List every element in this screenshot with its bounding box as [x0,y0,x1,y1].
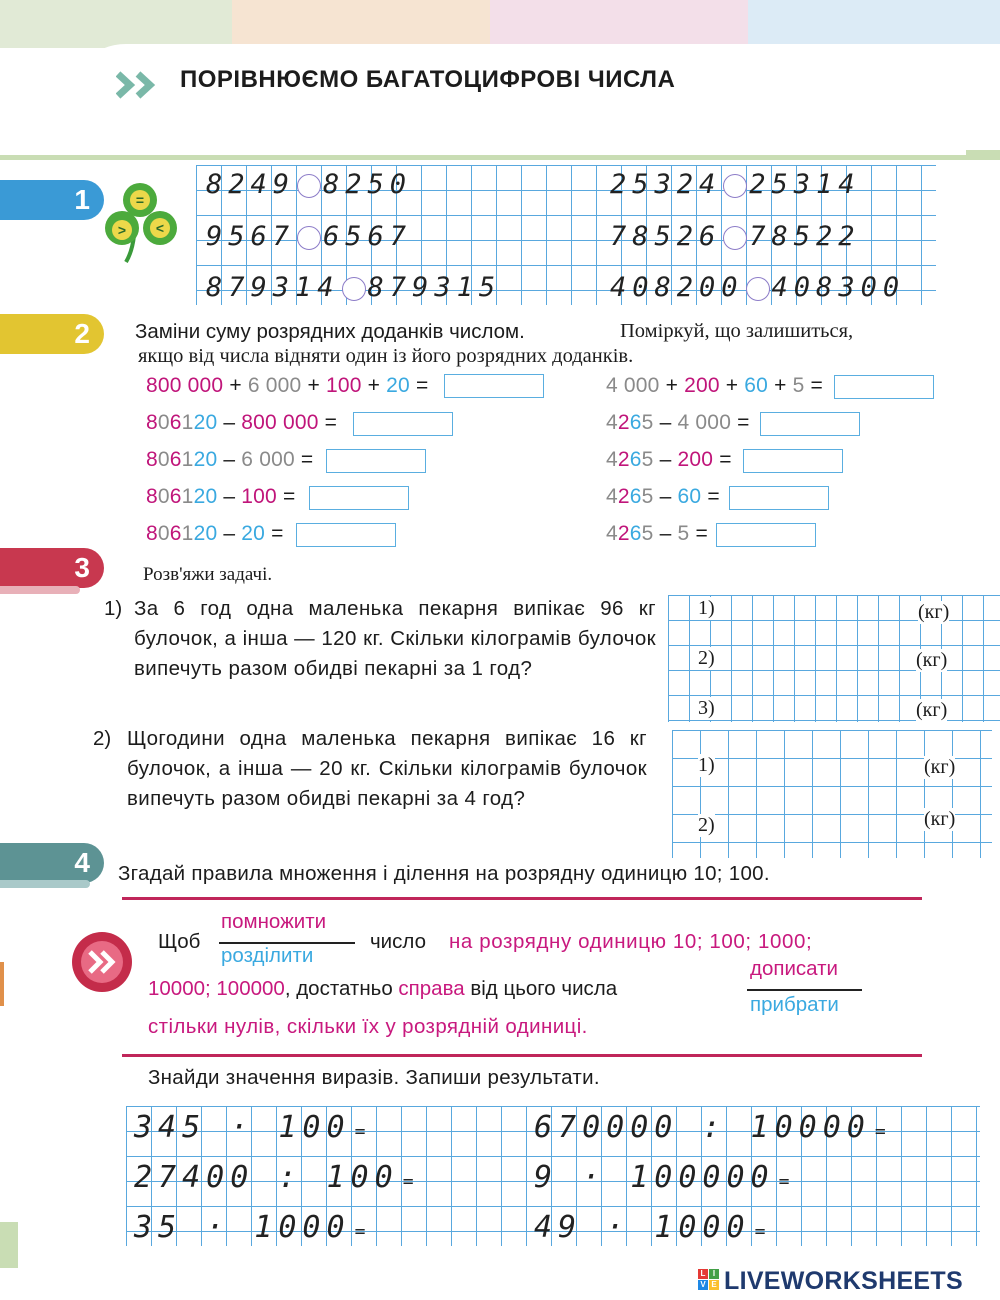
sub-expression: 4265 – 5 = [606,522,708,545]
rule-start: Щоб [158,930,201,953]
answer-input[interactable] [729,486,829,510]
sub-expression: 806120 – 100 = [146,485,296,508]
answer-input[interactable] [309,486,409,510]
task2-answer-grid[interactable] [672,730,992,858]
rule-fraction-top: помножити [221,910,327,933]
ex1-row: 408200 408300 [610,272,906,303]
answer-input[interactable] [444,374,544,398]
sub-expression: 806120 – 800 000 = [146,411,338,434]
logo-icon: L I V E [698,1269,720,1291]
header-card [66,44,1000,164]
unit-label: (кг) [916,699,948,721]
sub-expression: 806120 – 6 000 = [146,448,314,471]
ex1-row: 8249 8250 [206,169,413,200]
answer-input[interactable] [716,523,816,547]
ex1-row: 78526 78522 [610,221,861,252]
ex4-expression: 670000 : 10000 = [534,1110,892,1145]
ex4-expression: 345 · 100 = [134,1110,372,1145]
task2-number: 2) [93,727,112,750]
ex3-instruction: Розв'яжи задачі. [143,564,273,585]
ex4-expression: 35 · 1000 = [134,1210,372,1245]
section-1-tab: 1 [0,180,104,220]
answer-label: 1) [698,597,715,619]
fraction-line [747,989,862,991]
greater-sign: > [117,222,127,238]
page-title: ПОРІВНЮЄМО БАГАТОЦИФРОВІ ЧИСЛА [180,66,676,93]
unit-label: (кг) [916,649,948,671]
rule-end: стільки нулів, скільки їх у розрядній одиниці. [148,1015,588,1038]
task1-text: За 6 год одна маленька пекарня випікає 96 кг булочок, а інша — 120 кг. Скільки кілограмів булочок випечуть разом обидві пекарні за 1 год? [134,597,656,680]
answer-label: 2) [698,647,715,669]
answer-input[interactable] [296,523,396,547]
answer-input[interactable] [353,412,453,436]
compare-circle[interactable] [746,277,770,301]
ex2-instruction: Заміни суму розрядних доданків числом. [135,320,525,343]
result-input[interactable] [386,1162,506,1196]
rule-mid: число [370,930,426,953]
rule-bottom-line [122,1054,922,1057]
unit-label: (кг) [924,756,956,778]
tab-shadow [0,880,90,888]
double-chevron-icon [116,68,166,102]
equal-sign: = [135,192,145,208]
liveworksheets-logo [698,1267,998,1295]
rule-line-2: 10000; 100000, достатньо справа від цього числа [148,977,618,1000]
answer-label: 1) [698,754,715,776]
compare-circle[interactable] [297,226,321,250]
margin-mark [0,962,4,1006]
task1-number: 1) [104,597,123,620]
answer-label: 3) [698,697,715,719]
answer-label: 2) [698,814,715,836]
section-2-tab: 2 [0,314,104,354]
ex2-hint: Поміркуй, що залишиться, [620,320,854,342]
watermark-text: LIVEWORKSHEETS [724,1267,963,1295]
rule-top-line [122,897,922,900]
compare-circle[interactable] [723,174,747,198]
sum-expression: 800 000 + 6 000 + 100 + 20 = [146,374,429,397]
ex4-task: Знайди значення виразів. Запиши результати. [148,1066,600,1089]
answer-input[interactable] [326,449,426,473]
task2-text: Щогодини одна маленька пекарня випікає 16 кг булочок, а інша — 20 кг. Скільки кілограмів булочок випечуть разом обидві пекарні за 4 год? [127,727,647,810]
ex2-hint-2: якщо від числа відняти один із його розрядних доданків. [138,345,634,367]
tab-shadow [0,586,80,594]
sum-expression: 4 000 + 200 + 60 + 5 = [606,374,823,397]
bottom-margin-mark [0,1222,18,1268]
compare-circle[interactable] [297,174,321,198]
sub-expression: 4265 – 4 000 = [606,411,750,434]
rule-fraction2-bottom: прибрати [750,993,839,1016]
result-input[interactable] [766,1162,886,1196]
answer-input[interactable] [834,375,934,399]
section-3-tab: 3 [0,548,104,588]
ex4-expression: 9 · 100000 = [534,1160,796,1195]
ex1-row: 9567 6567 [206,221,413,252]
rule-chevron-icon [70,930,134,994]
sub-expression: 806120 – 20 = [146,522,284,545]
rule-fraction2-top: дописати [750,957,838,980]
result-input[interactable] [326,1112,446,1146]
compare-circle[interactable] [342,277,366,301]
sub-expression: 4265 – 60 = [606,485,720,508]
clover-icon [102,180,188,264]
answer-input[interactable] [743,449,843,473]
unit-label: (кг) [924,808,956,830]
section-4-tab: 4 [0,843,104,883]
less-sign: < [155,220,165,236]
sub-expression: 4265 – 200 = [606,448,732,471]
result-input[interactable] [346,1212,466,1246]
divider [0,155,1000,160]
unit-label: (кг) [918,601,950,623]
ex1-row: 25324 25314 [610,169,861,200]
rule-fraction-bottom: розділити [221,944,314,967]
result-input[interactable] [856,1112,976,1146]
ex4-instruction: Згадай правила множення і ділення на розрядну одиницю 10; 100. [118,862,770,885]
ex4-expression: 27400 : 100 = [134,1160,420,1195]
ex1-row: 879314 879315 [206,272,502,303]
result-input[interactable] [766,1212,886,1246]
answer-input[interactable] [760,412,860,436]
task1-answer-grid[interactable] [668,595,1000,722]
compare-circle[interactable] [723,226,747,250]
rule-units: на розрядну одиницю 10; 100; 1000; [449,930,813,953]
ex4-expression: 49 · 1000 = [534,1210,772,1245]
